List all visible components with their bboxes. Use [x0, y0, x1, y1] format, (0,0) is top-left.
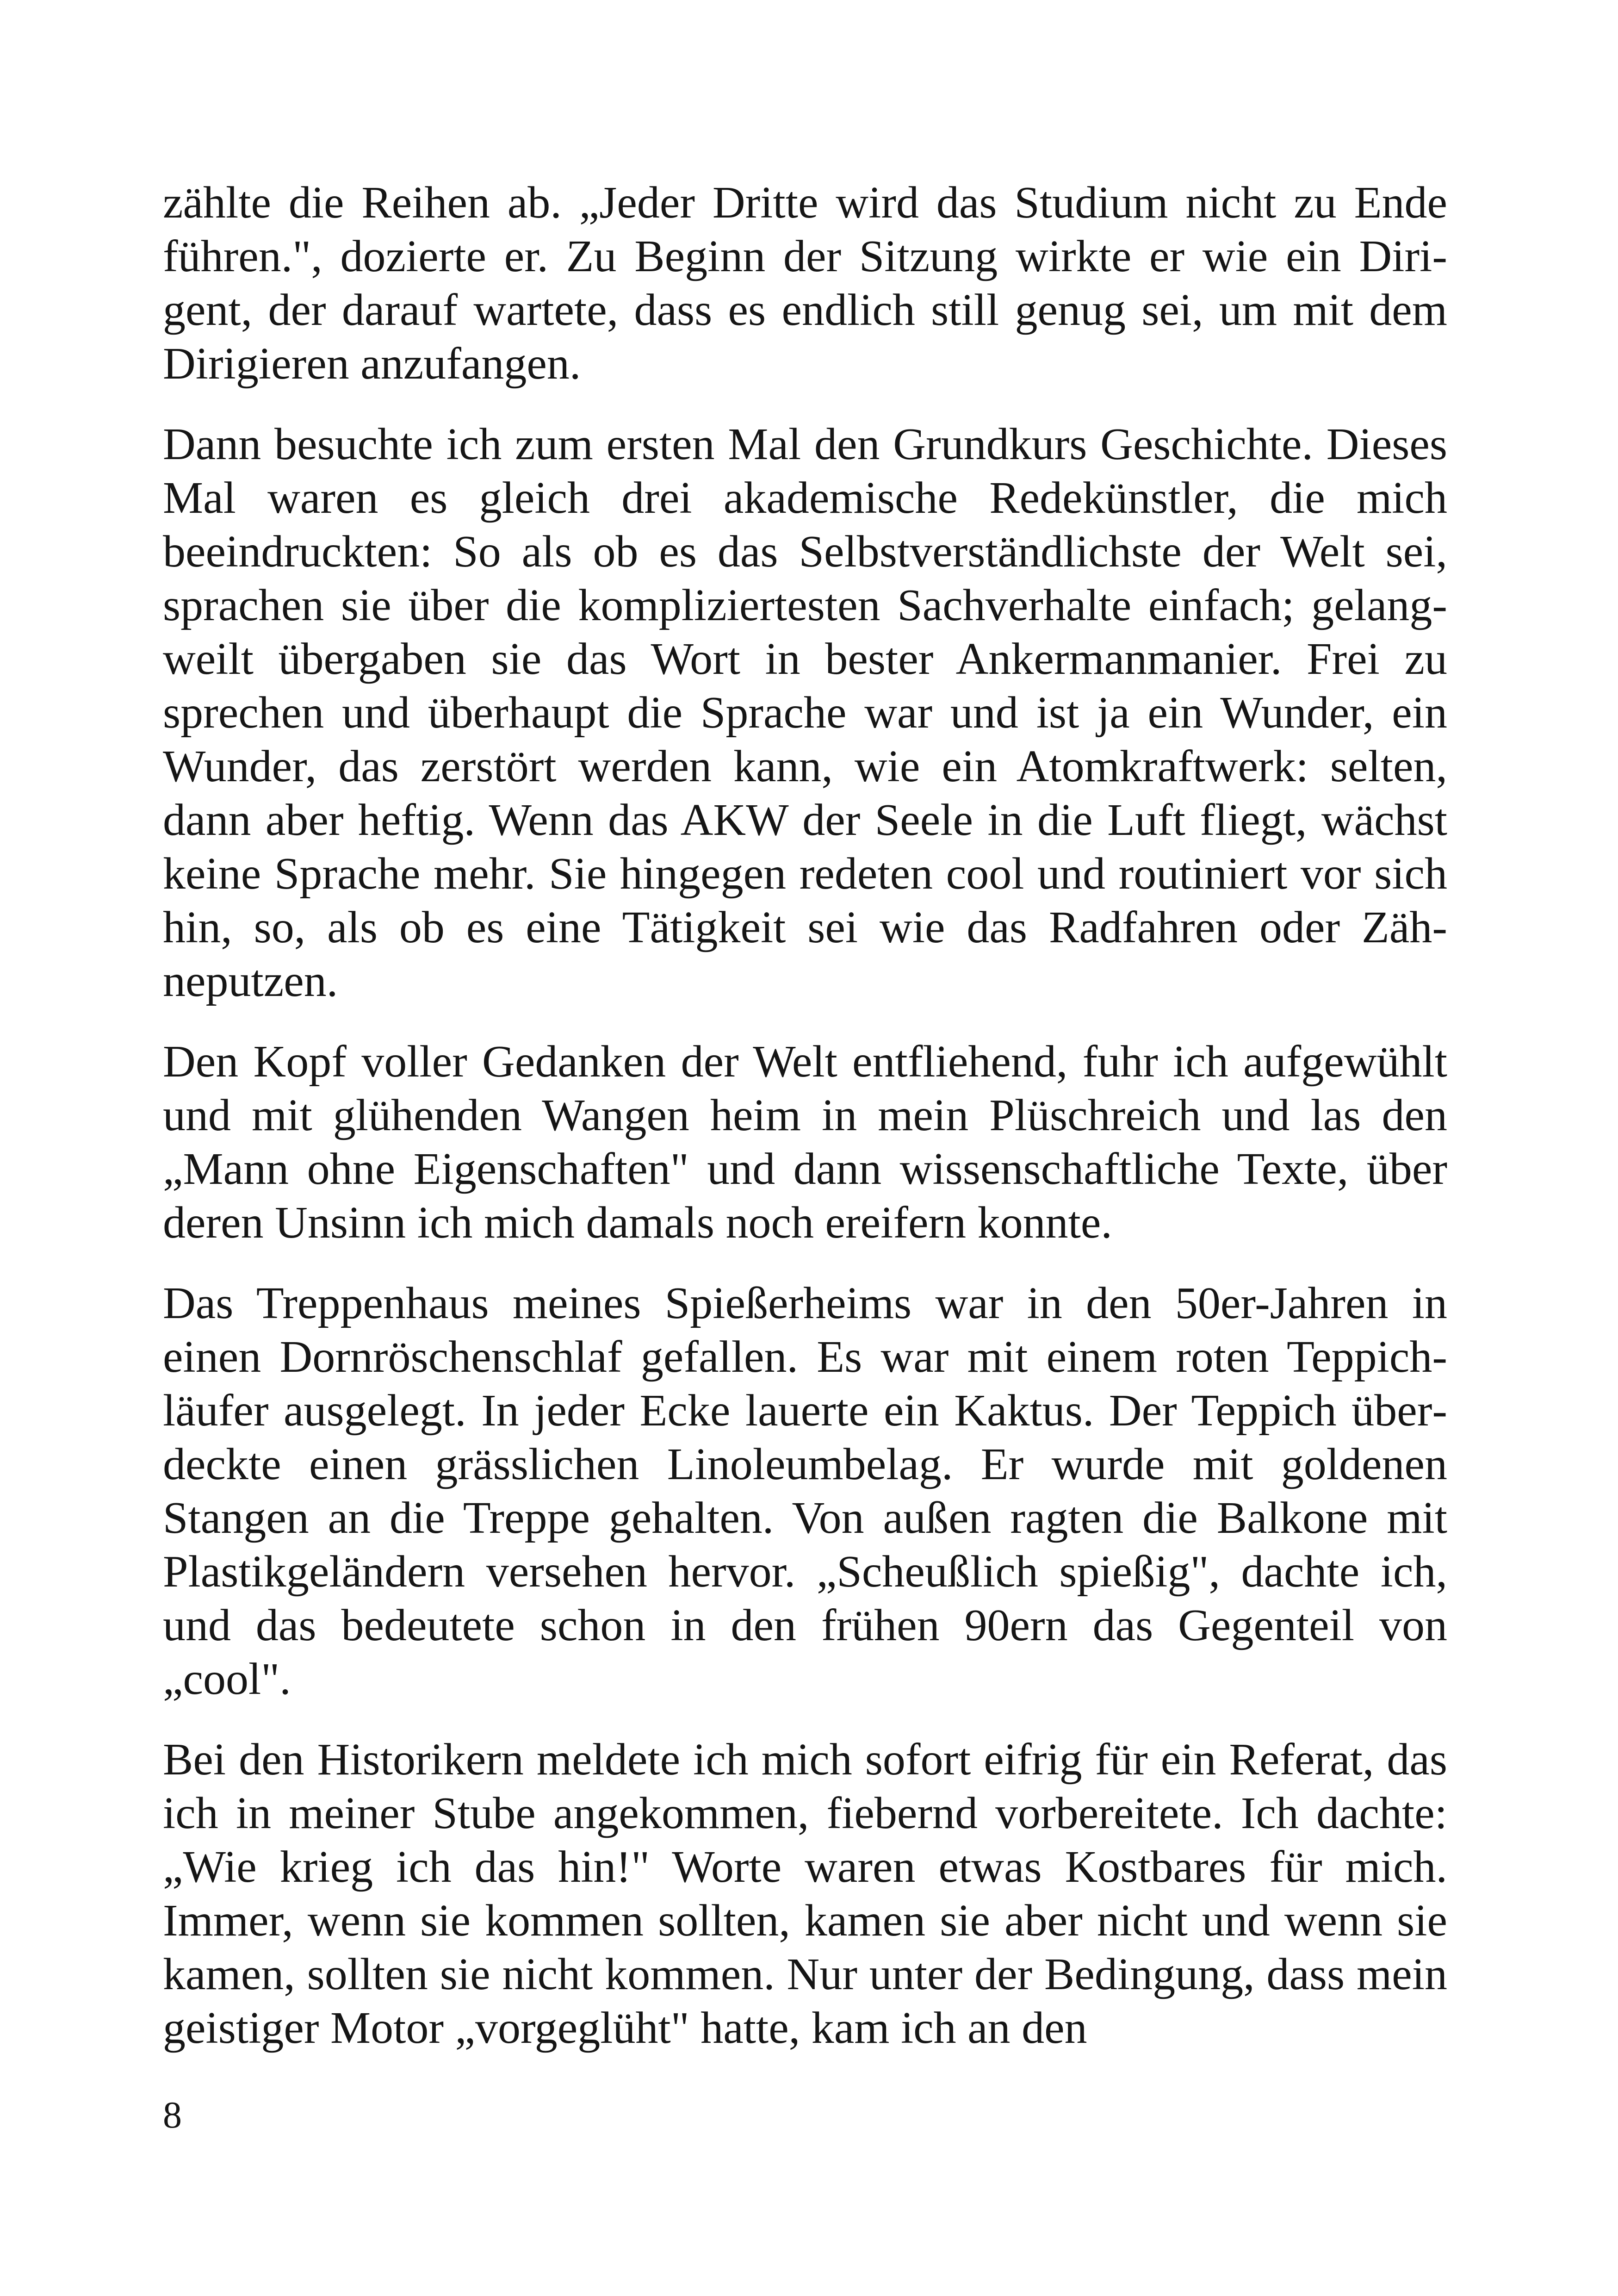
paragraph-5: Bei den Historikern meldete ich mich sofort eifrig für ein Referat, das ich in meiner Stube angekommen, fiebernd vorbereitete. Ich dachte: „Wie krieg ich das hin!" Worte waren etwas Kostbares für mich. Immer, wenn sie kommen sollten, kamen sie aber nicht und wenn sie kamen, sollten sie nicht kommen. Nur unter der Bedingung, dass mein geistiger Motor „vorgeglüht" hatte, kam ich an den: [163, 1735, 1447, 2053]
page-number: 8: [163, 2094, 182, 2136]
paragraph-4: Das Treppenhaus meines Spießerheims war in den 50er-Jahren in einen Dornröschenschlaf gefallen. Es war mit einem roten Teppichläufer ausgelegt. In jeder Ecke lauerte ein Kaktus. Der Teppich überdeckte einen grässlichen Linoleumbelag. Er wurde mit goldenen Stangen an die Treppe gehalten. Von außen ragten die Balkone mit Plastikgeländern versehen hervor. „Scheußlich spießig", dachte ich, und das bedeutete schon in den frühen 90ern das Gegenteil von „cool".: [163, 1278, 1447, 1704]
paragraph-1: zählte die Reihen ab. „Jeder Dritte wird das Studium nicht zu Ende führen.", dozierte er. Zu Beginn der Sitzung wirkte er wie ein Dirigent, der darauf wartete, dass es endlich still genug sei, um mit dem Dirigieren anzufangen.: [163, 178, 1447, 389]
paragraph-3: Den Kopf voller Gedanken der Welt entfliehend, fuhr ich aufgewühlt und mit glühenden Wangen heim in mein Plüschreich und las den „Mann ohne Eigenschaften" und dann wissenschaftliche Texte, über deren Unsinn ich mich damals noch ereifern konnte.: [163, 1037, 1447, 1248]
paragraph-2: Dann besuchte ich zum ersten Mal den Grundkurs Geschichte. Dieses Mal waren es gleich drei akademische Redekünstler, die mich beeindruckten: So als ob es das Selbstverständlichste der Welt sei, sprachen sie über die kompliziertesten Sachverhalte einfach; gelangweilt übergaben sie das Wort in bester Ankermanmanier. Frei zu sprechen und überhaupt die Sprache war und ist ja ein Wunder, ein Wunder, das zerstört werden kann, wie ein Atomkraftwerk: selten, dann aber heftig. Wenn das AKW der Seele in die Luft fliegt, wächst keine Sprache mehr. Sie hingegen redeten cool und routiniert vor sich hin, so, als ob es eine Tätigkeit sei wie das Radfahren oder Zähneputzen.: [163, 419, 1447, 1006]
body-text: [163, 176, 1447, 2082]
